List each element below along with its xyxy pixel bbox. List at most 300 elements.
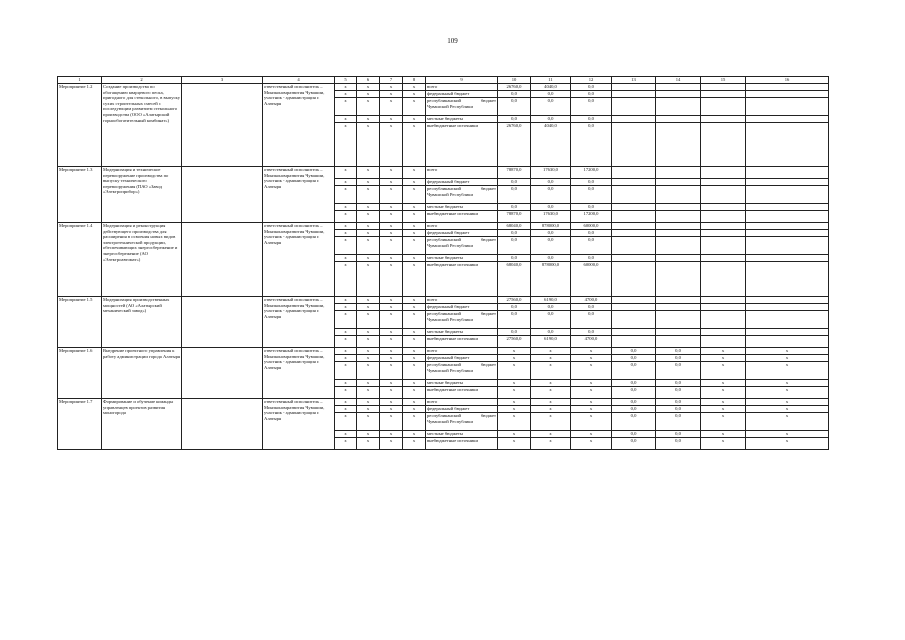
cell-v11: 878000,0 [531,262,571,297]
cell-c7: х [380,406,403,413]
cell-c5: х [335,380,357,387]
cell-c7: х [380,348,403,355]
cell-v15 [701,255,746,262]
cell-c8: х [403,123,426,167]
cell-v16 [746,329,829,336]
measure-code: Мероприятие 1.2 [58,84,102,167]
cell-c6: х [357,311,380,329]
cell-v13 [612,116,656,123]
cell-v14: 0,0 [656,387,701,399]
cell-c8: х [403,431,426,438]
cell-v12: 0,0 [571,204,612,211]
cell-c5: х [335,304,357,311]
cell-v16 [746,237,829,255]
cell-c5: х [335,399,357,406]
cell-v15 [701,123,746,167]
cell-c8: х [403,255,426,262]
cell-c5: х [335,336,357,348]
cell-v12: х [571,355,612,362]
cell-c5: х [335,98,357,116]
cell-v13: 0,0 [612,348,656,355]
cell-v16: х [746,413,829,431]
cell-v10: 0,0 [498,179,531,186]
funding-source: внебюджетные источники [426,336,498,348]
cell-v13: 0,0 [612,431,656,438]
cell-c5: х [335,355,357,362]
cell-c5: х [335,362,357,380]
cell-v11: х [531,438,571,450]
cell-v12: 4700,0 [571,297,612,304]
cell-c5: х [335,211,357,223]
cell-v10: х [498,348,531,355]
funding-source: республиканский бюджет Чувашской Республики [426,362,498,380]
cell-v10: 0,0 [498,255,531,262]
cell-v16: х [746,355,829,362]
cell-v11: х [531,380,571,387]
column-number-8: 8 [403,77,426,84]
funding-source: местные бюджеты [426,431,498,438]
column-number-1: 1 [58,77,102,84]
cell-v11: 17630,0 [531,167,571,179]
cell-v12: х [571,413,612,431]
cell-v10: 27560,0 [498,297,531,304]
cell-c6: х [357,98,380,116]
cell-v12: х [571,362,612,380]
cell-v14 [656,167,701,179]
measure-code: Мероприятие 1.3 [58,167,102,223]
cell-v14: 0,0 [656,413,701,431]
cell-v14 [656,211,701,223]
program-measures-table [57,76,829,450]
measure-name: Модернизация производственных мощностей (АО «Алатырский механический завод») [102,297,182,348]
cell-v12: 4700,0 [571,336,612,348]
cell-c5: х [335,116,357,123]
cell-c5: х [335,348,357,355]
cell-v12: 0,0 [571,186,612,204]
cell-c6: х [357,406,380,413]
cell-v13 [612,329,656,336]
cell-v11: х [531,431,571,438]
column-number-12: 12 [571,77,612,84]
cell-c8: х [403,406,426,413]
funding-source: местные бюджеты [426,204,498,211]
cell-v10: х [498,438,531,450]
cell-c5: х [335,431,357,438]
cell-c5: х [335,230,357,237]
cell-c8: х [403,211,426,223]
measure-executor: ответственный исполнитель – Минэкономразвития Чувашии, участник - администрация г. Алатыря [263,297,335,348]
funding-source: внебюджетные источники [426,262,498,297]
cell-c5: х [335,413,357,431]
cell-c7: х [380,355,403,362]
funding-source: всего [426,167,498,179]
funding-source: внебюджетные источники [426,387,498,399]
cell-v16 [746,262,829,297]
cell-v10: 0,0 [498,186,531,204]
cell-v12: 0,0 [571,230,612,237]
cell-v13 [612,237,656,255]
cell-v14 [656,91,701,98]
cell-v12: 60000,0 [571,262,612,297]
funding-source: республиканский бюджет Чувашской Республики [426,186,498,204]
cell-v16 [746,116,829,123]
cell-v11: х [531,362,571,380]
cell-v16 [746,311,829,329]
funding-source: всего [426,399,498,406]
cell-v15 [701,237,746,255]
cell-v10: х [498,387,531,399]
cell-c8: х [403,167,426,179]
cell-v15 [701,186,746,204]
cell-v12: х [571,438,612,450]
empty-cell [182,399,263,450]
cell-v15: х [701,438,746,450]
cell-v14 [656,186,701,204]
empty-cell [182,348,263,399]
funding-source: местные бюджеты [426,116,498,123]
table-row [58,399,829,406]
cell-c6: х [357,304,380,311]
funding-source: внебюджетные источники [426,211,498,223]
cell-v11: 0,0 [531,116,571,123]
empty-cell [182,84,263,167]
cell-v14 [656,84,701,91]
cell-c8: х [403,348,426,355]
cell-v16: х [746,406,829,413]
column-number-6: 6 [357,77,380,84]
cell-v10: 78870,0 [498,211,531,223]
cell-v13 [612,179,656,186]
cell-v16 [746,91,829,98]
cell-c5: х [335,262,357,297]
measure-name: Модернизация и техническое перевооружение производства по выпуску технического перевооружения (ПАО «Завод «Электроприбор») [102,167,182,223]
funding-source: республиканский бюджет Чувашской Республики [426,413,498,431]
cell-c6: х [357,438,380,450]
cell-c6: х [357,186,380,204]
cell-v13 [612,255,656,262]
cell-v14 [656,98,701,116]
cell-c6: х [357,336,380,348]
cell-c5: х [335,297,357,304]
table-body [58,77,829,450]
cell-v13: 0,0 [612,387,656,399]
cell-v11: 878000,0 [531,223,571,230]
column-number-13: 13 [612,77,656,84]
cell-v10: х [498,406,531,413]
column-number-3: 3 [182,77,263,84]
cell-c6: х [357,223,380,230]
cell-c8: х [403,297,426,304]
cell-c7: х [380,230,403,237]
column-number-16: 16 [746,77,829,84]
cell-v16 [746,230,829,237]
cell-v13 [612,297,656,304]
cell-v15 [701,91,746,98]
cell-c8: х [403,91,426,98]
cell-v11: х [531,413,571,431]
cell-v16: х [746,438,829,450]
cell-v12: 0,0 [571,237,612,255]
measure-name: Модернизация и реконструкция действующего производства для расширения в освоения новых видов электротехнической продукции, обеспечивающих энергосбережение и энергосбережение (АО «Электроавтомат») [102,223,182,297]
cell-c8: х [403,413,426,431]
cell-v15: х [701,348,746,355]
cell-v15 [701,304,746,311]
cell-v13 [612,98,656,116]
cell-v13 [612,311,656,329]
cell-c6: х [357,91,380,98]
table-row [58,84,829,91]
cell-v11: 6190,0 [531,297,571,304]
cell-v15 [701,211,746,223]
cell-v13: 0,0 [612,399,656,406]
cell-c8: х [403,336,426,348]
empty-cell [182,167,263,223]
cell-v15: х [701,399,746,406]
cell-v10: 0,0 [498,329,531,336]
measure-code: Мероприятие 1.6 [58,348,102,399]
cell-v16: х [746,348,829,355]
cell-c5: х [335,179,357,186]
cell-v14: 0,0 [656,348,701,355]
cell-v11: 0,0 [531,204,571,211]
measure-executor: ответственный исполнитель – Минэкономразвития Чувашии, участник - администрация г. Алатыря [263,348,335,399]
cell-v10: х [498,431,531,438]
cell-c5: х [335,123,357,167]
cell-v16 [746,255,829,262]
funding-source: республиканский бюджет Чувашской Республики [426,237,498,255]
cell-v10: 68040,0 [498,262,531,297]
cell-v14: 0,0 [656,355,701,362]
cell-c7: х [380,186,403,204]
cell-v12: 0,0 [571,91,612,98]
cell-v14: 0,0 [656,431,701,438]
cell-v14 [656,237,701,255]
cell-v14 [656,230,701,237]
cell-v11: х [531,399,571,406]
cell-v13 [612,336,656,348]
cell-c7: х [380,223,403,230]
cell-v12: 0,0 [571,123,612,167]
cell-v12: 17200,0 [571,167,612,179]
cell-c7: х [380,399,403,406]
cell-c8: х [403,262,426,297]
measure-name: Создание производства по обогащению кварцевого песка, пригодного для стекольного, в выпуску сухих строительных смесей с последующим развитием стекольного производства (ООО «Алатырский горнообогатительный комбинат») [102,84,182,167]
cell-v11: 17630,0 [531,211,571,223]
cell-v13: 0,0 [612,413,656,431]
cell-c8: х [403,116,426,123]
cell-v16: х [746,399,829,406]
cell-c8: х [403,380,426,387]
cell-v13 [612,186,656,204]
cell-v15 [701,336,746,348]
cell-v13 [612,262,656,297]
cell-v14 [656,262,701,297]
funding-source: всего [426,348,498,355]
column-number-10: 10 [498,77,531,84]
cell-v16 [746,186,829,204]
cell-v14 [656,179,701,186]
cell-v16: х [746,380,829,387]
column-number-15: 15 [701,77,746,84]
cell-v12: х [571,348,612,355]
cell-v12: 0,0 [571,329,612,336]
cell-v11: 4040,0 [531,84,571,91]
cell-c8: х [403,84,426,91]
cell-v15 [701,98,746,116]
cell-c8: х [403,329,426,336]
cell-c7: х [380,91,403,98]
measure-code: Мероприятие 1.7 [58,399,102,450]
cell-c6: х [357,211,380,223]
column-number-5: 5 [335,77,357,84]
measure-code: Мероприятие 1.5 [58,297,102,348]
cell-c5: х [335,91,357,98]
cell-v16: х [746,362,829,380]
cell-v11: 0,0 [531,230,571,237]
cell-v14 [656,311,701,329]
cell-v10: 0,0 [498,311,531,329]
cell-v11: 4040,0 [531,123,571,167]
cell-v15 [701,167,746,179]
funding-source: республиканский бюджет Чувашской Республики [426,311,498,329]
cell-v14 [656,336,701,348]
cell-c7: х [380,311,403,329]
funding-source: федеральный бюджет [426,179,498,186]
cell-c8: х [403,387,426,399]
cell-v12: х [571,399,612,406]
cell-c5: х [335,186,357,204]
cell-c7: х [380,123,403,167]
column-number-2: 2 [102,77,182,84]
cell-v13 [612,91,656,98]
cell-v16: х [746,431,829,438]
cell-c6: х [357,179,380,186]
measure-name: Внедрение проектного управления к работу администрации города Алатыря [102,348,182,399]
column-number-14: 14 [656,77,701,84]
cell-v15: х [701,380,746,387]
cell-c5: х [335,329,357,336]
cell-c6: х [357,167,380,179]
cell-v13 [612,211,656,223]
cell-c6: х [357,297,380,304]
funding-source: местные бюджеты [426,329,498,336]
cell-v11: х [531,355,571,362]
cell-c6: х [357,230,380,237]
cell-c8: х [403,438,426,450]
empty-cell [182,223,263,297]
column-number-9: 9 [426,77,498,84]
cell-v12: 0,0 [571,304,612,311]
funding-source: всего [426,84,498,91]
cell-v16 [746,304,829,311]
cell-c7: х [380,380,403,387]
cell-v13 [612,123,656,167]
funding-source: местные бюджеты [426,255,498,262]
funding-source: федеральный бюджет [426,304,498,311]
cell-c7: х [380,438,403,450]
cell-v10: х [498,413,531,431]
cell-v12: 0,0 [571,179,612,186]
cell-v14: 0,0 [656,380,701,387]
cell-v16 [746,204,829,211]
cell-c5: х [335,438,357,450]
funding-source: федеральный бюджет [426,230,498,237]
column-number-4: 4 [263,77,335,84]
cell-c7: х [380,387,403,399]
cell-v16 [746,179,829,186]
cell-c5: х [335,255,357,262]
cell-v10: 27560,0 [498,336,531,348]
page-number: 109 [447,37,458,45]
cell-v13: 0,0 [612,355,656,362]
cell-c6: х [357,262,380,297]
cell-v15: х [701,355,746,362]
cell-c6: х [357,329,380,336]
cell-v11: х [531,406,571,413]
cell-v15 [701,297,746,304]
cell-v14 [656,255,701,262]
cell-c6: х [357,123,380,167]
cell-c6: х [357,380,380,387]
measure-executor: ответственный исполнитель – Минэкономразвития Чувашии, участник - администрация г. Алатыря [263,167,335,223]
table-row [58,167,829,179]
cell-c7: х [380,179,403,186]
cell-c8: х [403,399,426,406]
cell-c5: х [335,387,357,399]
cell-v16 [746,223,829,230]
cell-v14 [656,223,701,230]
empty-cell [182,297,263,348]
cell-v12: х [571,387,612,399]
cell-v12: 0,0 [571,84,612,91]
cell-c7: х [380,204,403,211]
cell-v12: 17200,0 [571,211,612,223]
cell-c7: х [380,297,403,304]
cell-c6: х [357,255,380,262]
cell-v10: х [498,362,531,380]
cell-v10: 0,0 [498,304,531,311]
cell-c7: х [380,362,403,380]
cell-c7: х [380,431,403,438]
cell-v11: 6190,0 [531,336,571,348]
cell-c5: х [335,84,357,91]
funding-source: федеральный бюджет [426,406,498,413]
cell-c7: х [380,336,403,348]
funding-source: федеральный бюджет [426,91,498,98]
cell-v16 [746,123,829,167]
funding-source: внебюджетные источники [426,438,498,450]
cell-c6: х [357,237,380,255]
cell-c7: х [380,304,403,311]
cell-v12: 60000,0 [571,223,612,230]
cell-c6: х [357,84,380,91]
cell-c5: х [335,204,357,211]
cell-v16 [746,297,829,304]
cell-v12: х [571,406,612,413]
cell-c8: х [403,362,426,380]
cell-v11: 0,0 [531,311,571,329]
cell-v16 [746,167,829,179]
cell-v11: 0,0 [531,91,571,98]
table-row [58,223,829,230]
cell-c5: х [335,237,357,255]
cell-v15 [701,230,746,237]
cell-v10: 0,0 [498,237,531,255]
cell-v10: 0,0 [498,91,531,98]
cell-v12: 0,0 [571,116,612,123]
cell-v15: х [701,431,746,438]
measure-executor: ответственный исполнитель – Минэкономразвития Чувашии, участник - администрация г. Алатыря [263,223,335,297]
